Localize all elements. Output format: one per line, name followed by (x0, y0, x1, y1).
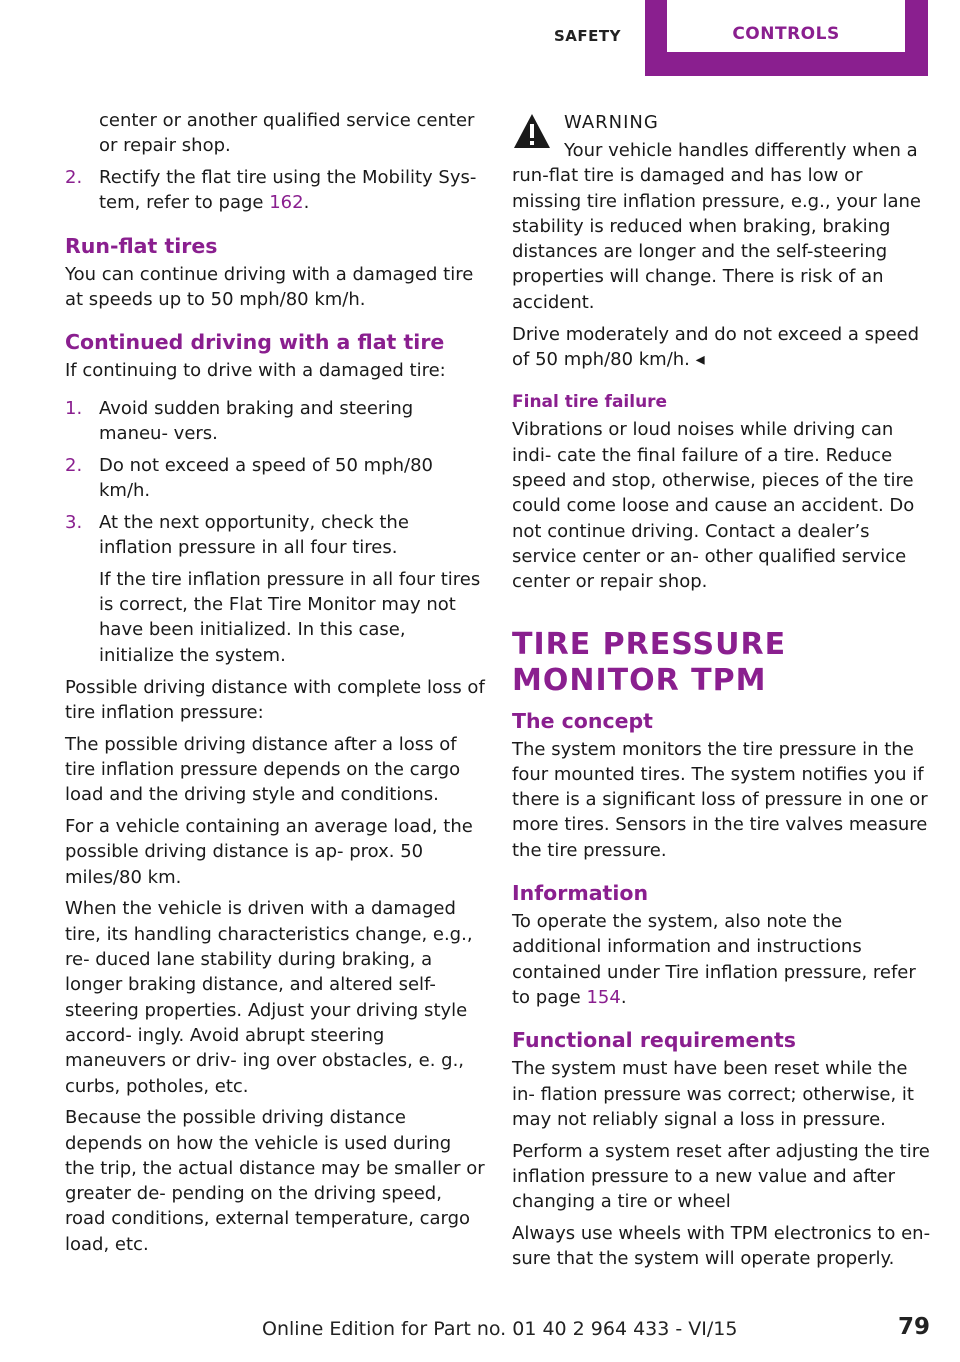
paragraph: When the vehicle is driven with a damaged tire, its handling characteristics change, e.g., re‐ duced lane stability during braking, a longer braking distance, and altered self-steering properties. Adjust your driving style accord‐ ingly. Avoid abrupt steering maneuvers or driv‐ ing over obstacles, e. g., curbs, potholes, etc. (65, 898, 473, 1097)
list-number: 3. (65, 511, 83, 533)
list-number: 2. (65, 167, 83, 189)
list-number: 1. (65, 397, 83, 419)
paragraph: Vibrations or loud noises while driving can indi‐ cate the final failure of a tire. Reduce speed and stop, otherwise, pieces of the tire could come loose and cause an accident. Do not continue driving. Contact a dealer’s service center or an‐ other qualified service center or repair shop. (512, 419, 915, 593)
heading-run-flat: Run-flat tires (65, 233, 218, 258)
list-item (65, 165, 485, 216)
paragraph: To operate the system, also note the additional information and instructions contained under Tire inflation pressure, refer to page 154. (512, 911, 916, 1008)
list-text: Avoid sudden braking and steering maneu‐ vers. (99, 397, 414, 444)
list-subtext: If the tire inflation pressure in all four tires is correct, the Flat Tire Monitor may not have been initialized. In this case, initialize the system. (99, 568, 481, 666)
paragraph: For a vehicle containing an average load, the possible driving distance is ap‐ prox. 50 miles/80 km. (65, 816, 473, 888)
list-text: At the next opportunity, check the inflation pressure in all four tires. (99, 511, 409, 559)
paragraph: Perform a system reset after adjusting the tire inflation pressure to a new value and after changing a tire or wheel (512, 1140, 930, 1213)
tab-safety[interactable]: SAFETY (554, 27, 621, 45)
tab-controls[interactable]: CONTROLS (667, 0, 905, 52)
heading-final-tire-failure: Final tire failure (512, 392, 668, 413)
list-item (65, 453, 485, 504)
footer-edition: Online Edition for Part no. 01 40 2 964 433 - VI/15 (262, 1318, 738, 1340)
paragraph: If continuing to drive with a damaged tire: (65, 360, 446, 382)
paragraph: Because the possible driving distance depends on how the vehicle is used during the trip, the actual distance may be smaller or greater de‐ pending on the driving speed, road conditions, external temperature, cargo load, etc. (65, 1107, 485, 1255)
list-text: Rectify the flat tire using the Mobility Sys‐ tem, refer to page 162. (99, 167, 477, 214)
paragraph: You can continue driving with a damaged tire at speeds up to 50 mph/80 km/h. (65, 263, 474, 310)
paragraph: The possible driving distance after a loss of tire inflation pressure depends on the cargo load and the driving style and conditions. (65, 733, 461, 806)
list-text: Do not exceed a speed of 50 mph/80 km/h. (99, 454, 433, 501)
heading-information: Information (512, 881, 649, 906)
end-mark-icon: ◂ (695, 348, 705, 370)
paragraph: The system must have been reset while the in‐ flation pressure was correct; otherwise, it may not reliably signal a loss in pressure. (512, 1058, 914, 1130)
paragraph: Possible driving distance with complete loss of tire inflation pressure: (65, 676, 485, 723)
paragraph: The system monitors the tire pressure in the four mounted tires. The system notifies you if there is a significant loss of pressure in one or more tires. Sensors in the tire valves measure the tire pressure. (512, 738, 928, 861)
page-link[interactable]: 154 (586, 986, 621, 1008)
heading-continued-driving: Continued driving with a flat tire (65, 330, 445, 355)
warning-text: Your vehicle handles differently when a run-flat tire is damaged and has low or missing tire inflation pressure, e.g., your lane stability is reduced when braking, braking distances are longer and the self-steering properties will change. There is risk of an accident. (512, 140, 921, 313)
warning-text-2: Drive moderately and do not exceed a speed of 50 mph/80 km/h. ◂ (512, 323, 920, 370)
page-number: 79 (898, 1314, 931, 1340)
heading-concept: The concept (512, 708, 653, 733)
page-link[interactable]: 162 (269, 192, 304, 214)
warning-title: WARNING (564, 112, 659, 133)
list-number: 2. (65, 454, 83, 476)
heading-tpm: TIRE PRESSURE MONITOR TPM (512, 626, 787, 698)
left-column (65, 108, 485, 1264)
heading-functional-requirements: Functional requirements (512, 1028, 797, 1053)
continued-text: center or another qualified service center or repair shop. (99, 110, 475, 157)
list-item (65, 396, 485, 447)
right-column (512, 108, 932, 1278)
list-item (65, 510, 485, 561)
paragraph: Always use wheels with TPM electronics to en‐ sure that the system will operate properly. (512, 1223, 931, 1270)
warning-icon (512, 112, 552, 152)
